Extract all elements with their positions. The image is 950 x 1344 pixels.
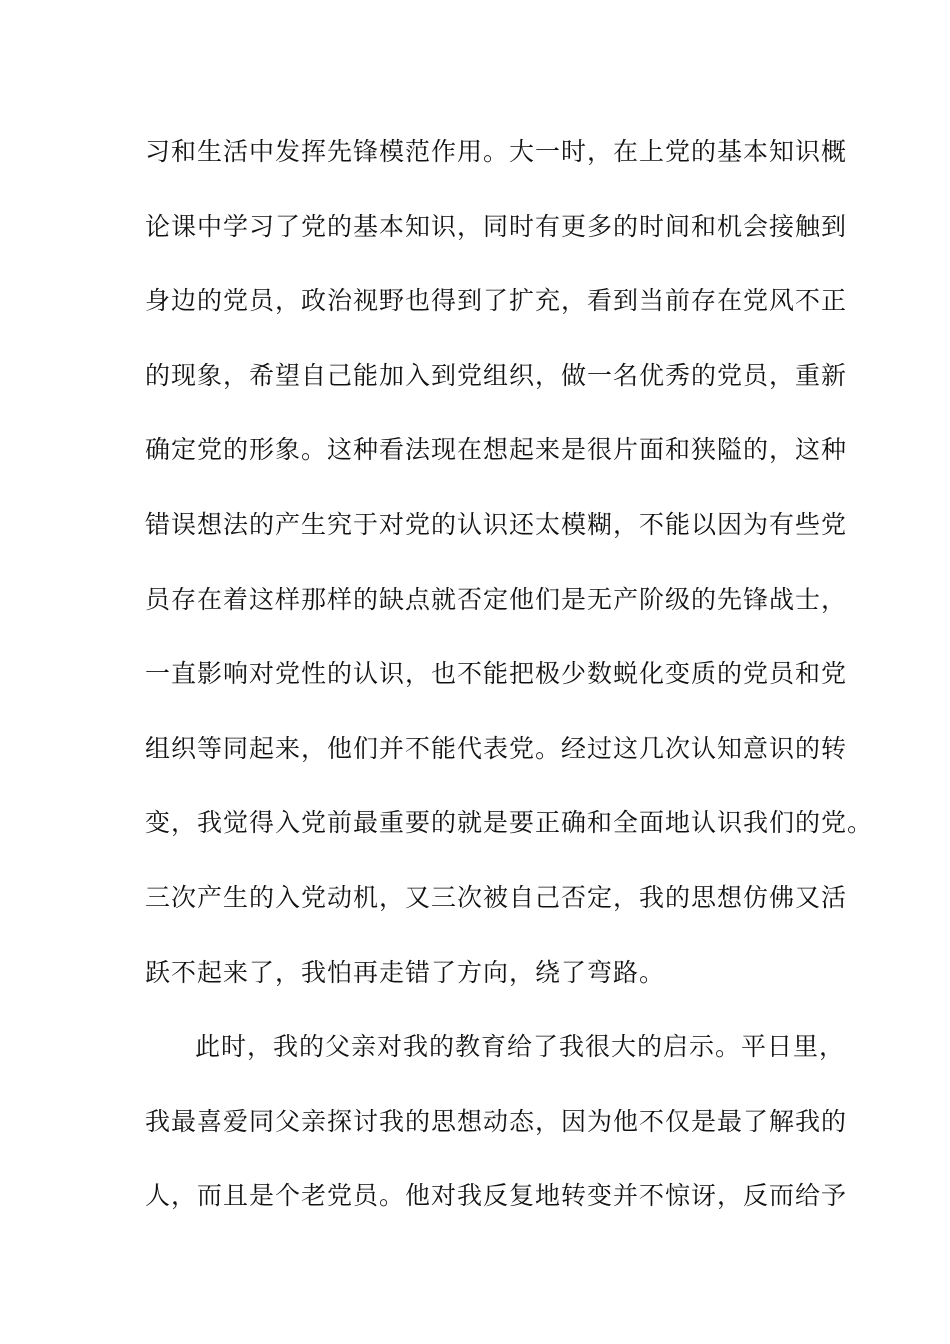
text-line: 三次产生的入党动机，又三次被自己否定，我的思想仿佛又活 bbox=[145, 882, 848, 912]
document-body bbox=[145, 133, 874, 1252]
text-line: 一直影响对党性的认识，也不能把极少数蜕化变质的党员和党 bbox=[145, 659, 848, 689]
text-line: 人，而且是个老党员。他对我反复地转变并不惊讶，反而给予 bbox=[145, 1181, 848, 1211]
text-line: 变，我觉得入党前最重要的就是要正确和全面地认识我们的党。 bbox=[145, 808, 874, 838]
text-line: 组织等同起来，他们并不能代表党。经过这几次认知意识的转 bbox=[145, 733, 848, 763]
text-line: 确定党的形象。这种看法现在想起来是很片面和狭隘的，这种 bbox=[145, 435, 848, 465]
text-line: 习和生活中发挥先锋模范作用。大一时，在上党的基本知识概 bbox=[145, 137, 848, 166]
text-line: 员存在着这样那样的缺点就否定他们是无产阶级的先锋战士， bbox=[145, 584, 848, 614]
text-line: 身边的党员，政治视野也得到了扩充，看到当前存在党风不正 bbox=[145, 286, 848, 316]
text-line: 论课中学习了党的基本知识，同时有更多的时间和机会接触到 bbox=[145, 211, 848, 241]
text-line: 错误想法的产生究于对党的认识还太模糊，不能以因为有些党 bbox=[145, 509, 848, 539]
text-line: 跃不起来了，我怕再走错了方向，绕了弯路。 bbox=[145, 957, 666, 987]
paragraph-start-line: 此时，我的父亲对我的教育给了我很大的启示。平日里， bbox=[195, 1032, 846, 1062]
text-line: 我最喜爱同父亲探讨我的思想动态，因为他不仅是最了解我的 bbox=[145, 1106, 848, 1136]
text-line: 的现象，希望自己能加入到党组织，做一名优秀的党员，重新 bbox=[145, 360, 848, 390]
